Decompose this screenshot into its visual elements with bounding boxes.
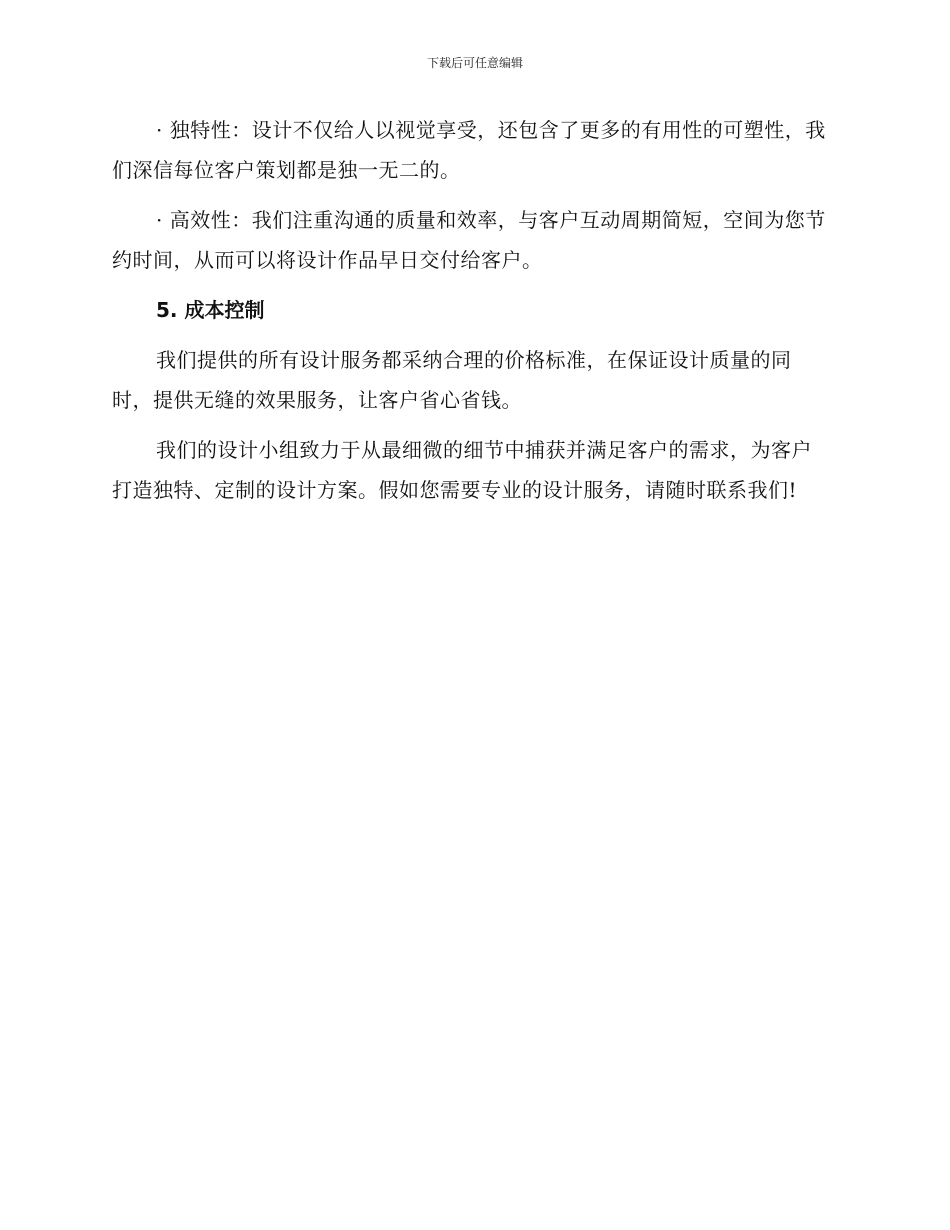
document-body bbox=[112, 110, 832, 520]
paragraph-cost-control: 我们提供的所有设计服务都采纳合理的价格标准，在保证设计质量的同时，提供无缝的效果服务，让客户省心省钱。 bbox=[112, 348, 792, 412]
paragraph-efficiency: · 高效性：我们注重沟通的质量和效率，与客户互动周期简短，空间为您节约时间，从而可以将设计作品早日交付给客户。 bbox=[112, 208, 826, 272]
paragraph-uniqueness: · 独特性：设计不仅给人以视觉享受，还包含了更多的有用性的可塑性，我们深信每位客户策划都是独一无二的。 bbox=[112, 118, 826, 182]
section-heading-cost-control: 5. 成本控制 bbox=[156, 298, 265, 322]
page-header: 下载后可任意编辑 bbox=[426, 56, 523, 70]
paragraph-closing: 我们的设计小组致力于从最细微的细节中捕获并满足客户的需求，为客户打造独特、定制的设计方案。假如您需要专业的设计服务，请随时联系我们! bbox=[112, 438, 812, 502]
